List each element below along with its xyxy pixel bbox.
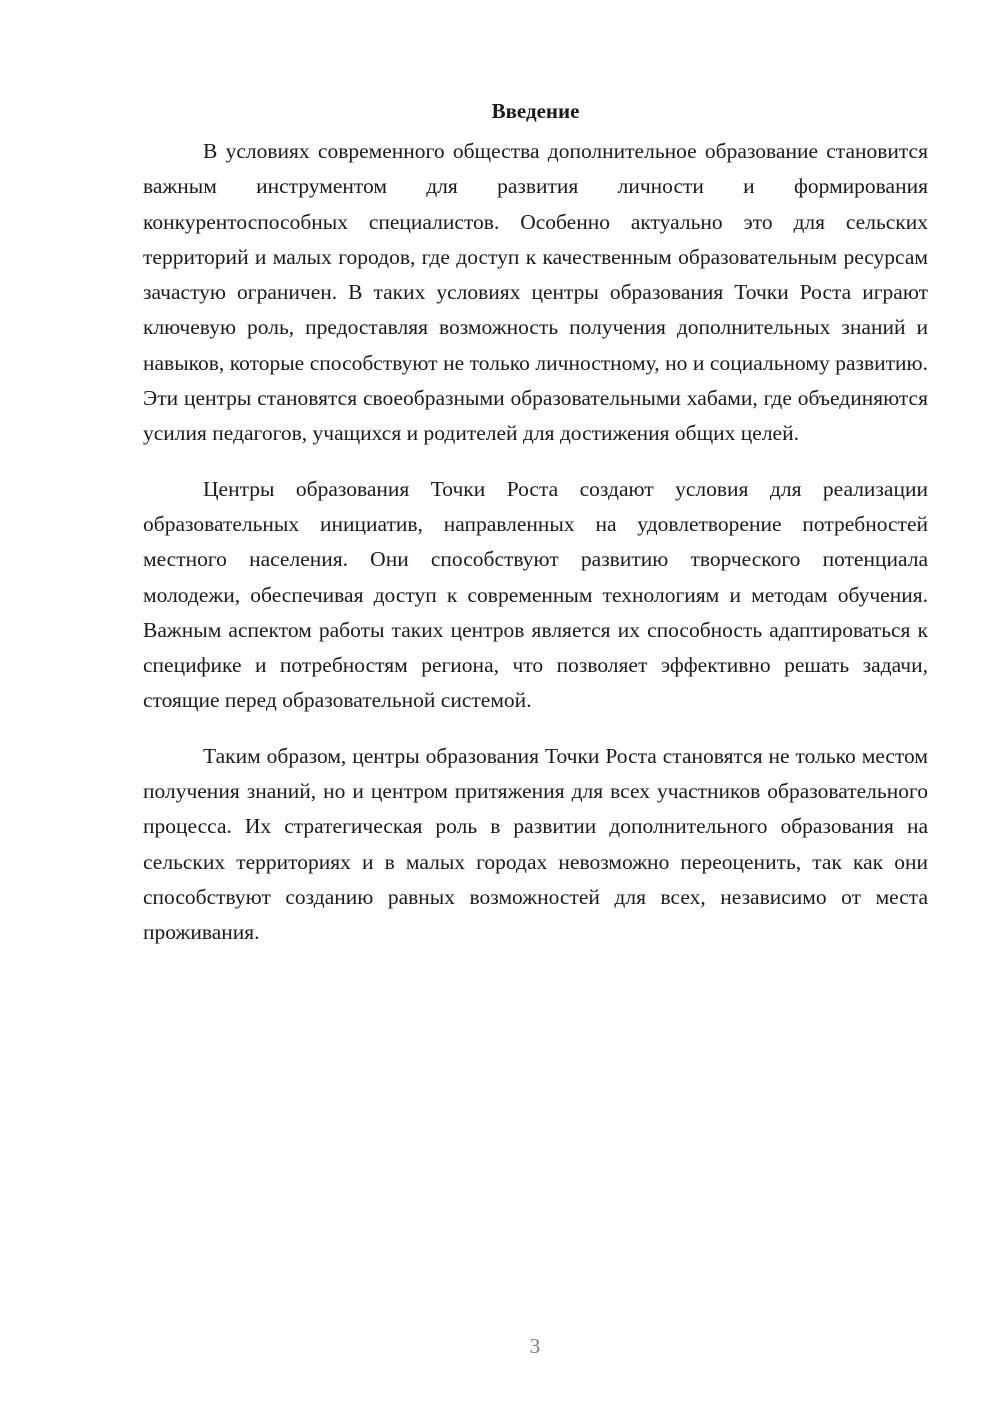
page-number: 3 — [529, 1334, 541, 1358]
document-page — [143, 96, 928, 951]
section-heading: Введение — [491, 99, 580, 123]
paragraph-2: Центры образования Точки Роста создают условия для реализации образовательных инициатив, направленных на удовлетворение потребностей местного населения. Они способствуют развитию творческого потенциала молодежи, обеспечивая доступ к современным технологиям и методам обучения. Важным аспектом работы таких центров является их способность адаптироваться к специфике и потребностям региона, что позволяет эффективно решать задачи, стоящие перед образовательной системой. — [143, 476, 928, 713]
paragraph-3: Таким образом, центры образования Точки Роста становятся не только местом получения знаний, но и центром притяжения для всех участников образовательного процесса. Их стратегическая роль в развитии дополнительного образования на сельских территориях и в малых городах невозможно переоценить, так как они способствуют созданию равных возможностей для всех, независимо от места проживания. — [143, 743, 928, 945]
paragraph-1: В условиях современного общества дополнительное образование становится важным инструментом для развития личности и формирования конкурентоспособных специалистов. Особенно актуально это для сельских территорий и малых городов, где доступ к качественным образовательным ресурсам зачастую ограничен. В таких условиях центры образования Точки Роста играют ключевую роль, предоставляя возможность получения дополнительных знаний и навыков, которые способствуют не только личностному, но и социальному развитию. Эти центры становятся своеобразными образовательными хабами, где объединяются усилия педагогов, учащихся и родителей для достижения общих целей. — [143, 139, 928, 446]
